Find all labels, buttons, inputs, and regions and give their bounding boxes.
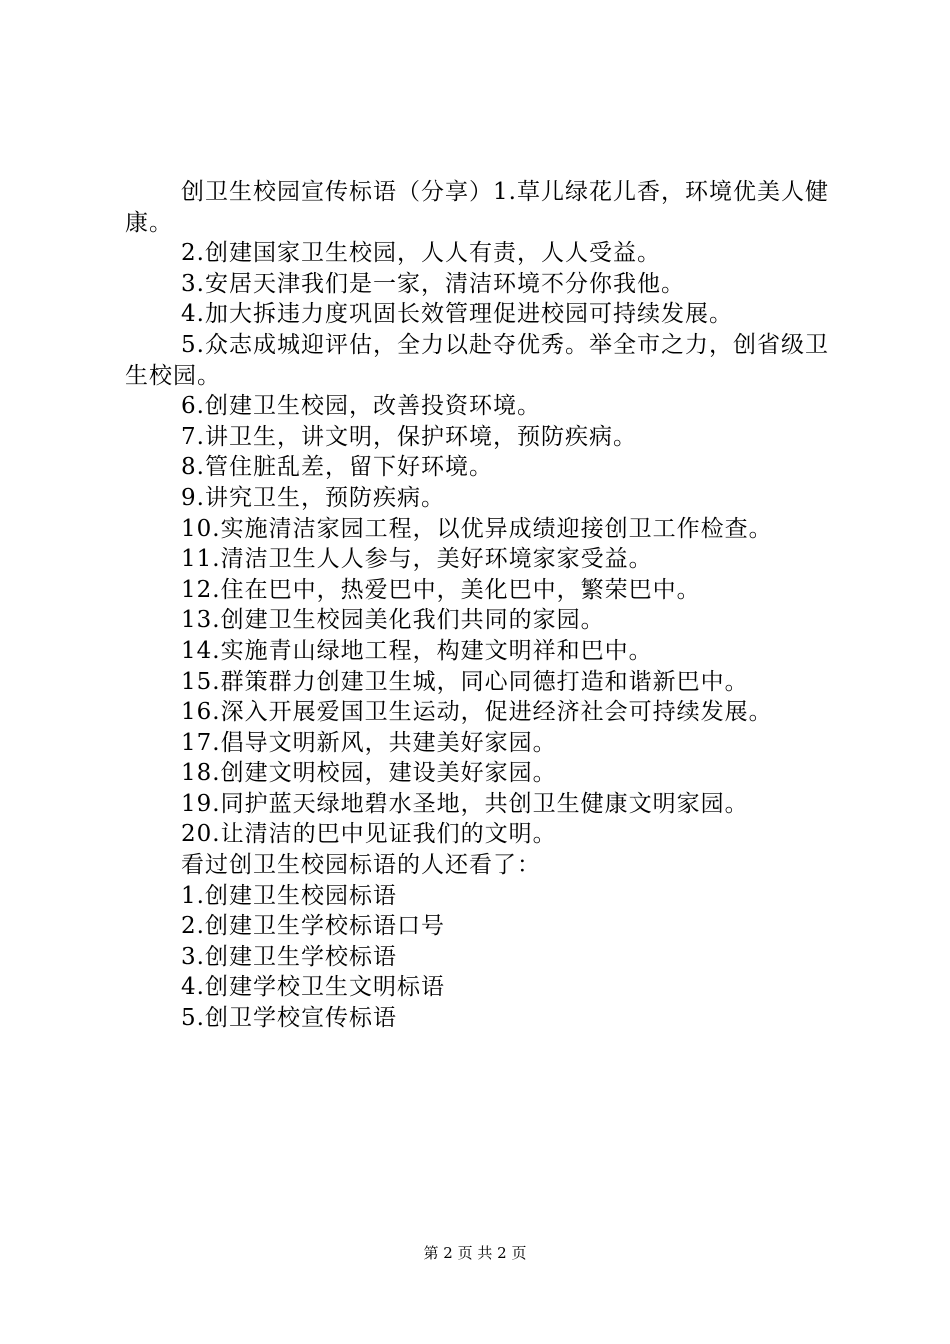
related-link[interactable]: 4.创建学校卫生文明标语 [181, 974, 445, 1001]
slogan-item: 4.加大拆违力度巩固长效管理促进校园可持续发展。 [181, 301, 733, 328]
slogan-item: 19.同护蓝天绿地碧水圣地，共创卫生健康文明家园。 [181, 790, 749, 817]
slogan-item: 18.创建文明校园，建设美好家园。 [181, 760, 557, 787]
related-link[interactable]: 5.创卫学校宣传标语 [181, 1005, 397, 1032]
slogan-item: 3.安居天津我们是一家，清洁环境不分你我他。 [181, 270, 685, 297]
slogan-item: 10.实施清洁家园工程，以优异成绩迎接创卫工作检查。 [181, 515, 773, 542]
related-link[interactable]: 2.创建卫生学校标语口号 [181, 913, 445, 940]
slogan-item: 14.实施青山绿地工程，构建文明祥和巴中。 [181, 637, 653, 664]
slogan-item: 13.创建卫生校园美化我们共同的家园。 [181, 607, 605, 634]
slogan-item: 8.管住脏乱差，留下好环境。 [181, 454, 493, 481]
slogan-item: 7.讲卫生，讲文明，保护环境，预防疾病。 [181, 423, 637, 450]
slogan-item: 2.创建国家卫生校园，人人有责，人人受益。 [181, 240, 661, 267]
slogan-item: 16.深入开展爱国卫生运动，促进经济社会可持续发展。 [181, 699, 773, 726]
slogan-item: 9.讲究卫生，预防疾病。 [181, 484, 445, 511]
related-heading: 看过创卫生校园标语的人还看了： [181, 852, 541, 879]
slogan-item: 11.清洁卫生人人参与，美好环境家家受益。 [181, 546, 653, 573]
slogan-item: 5.众志成城迎评估，全力以赴夺优秀。举全市之力，创省级卫生校园。 [125, 331, 829, 389]
slogan-item: 20.让清洁的巴中见证我们的文明。 [181, 821, 557, 848]
document-body [125, 177, 833, 1034]
page-footer: 第 2 页 共 2 页 [423, 1244, 527, 1262]
slogan-item: 15.群策群力创建卫生城，同心同德打造和谐新巴中。 [181, 668, 749, 695]
slogan-item: 12.住在巴中，热爱巴中，美化巴中，繁荣巴中。 [181, 576, 701, 603]
slogan-item: 6.创建卫生校园，改善投资环境。 [181, 393, 541, 420]
related-link[interactable]: 3.创建卫生学校标语 [181, 943, 397, 970]
slogan-item: 17.倡导文明新风，共建美好家园。 [181, 729, 557, 756]
related-link[interactable]: 1.创建卫生校园标语 [181, 882, 397, 909]
title-paragraph: 创卫生校园宣传标语（分享）1.草儿绿花儿香，环境优美人健康。 [125, 179, 829, 236]
